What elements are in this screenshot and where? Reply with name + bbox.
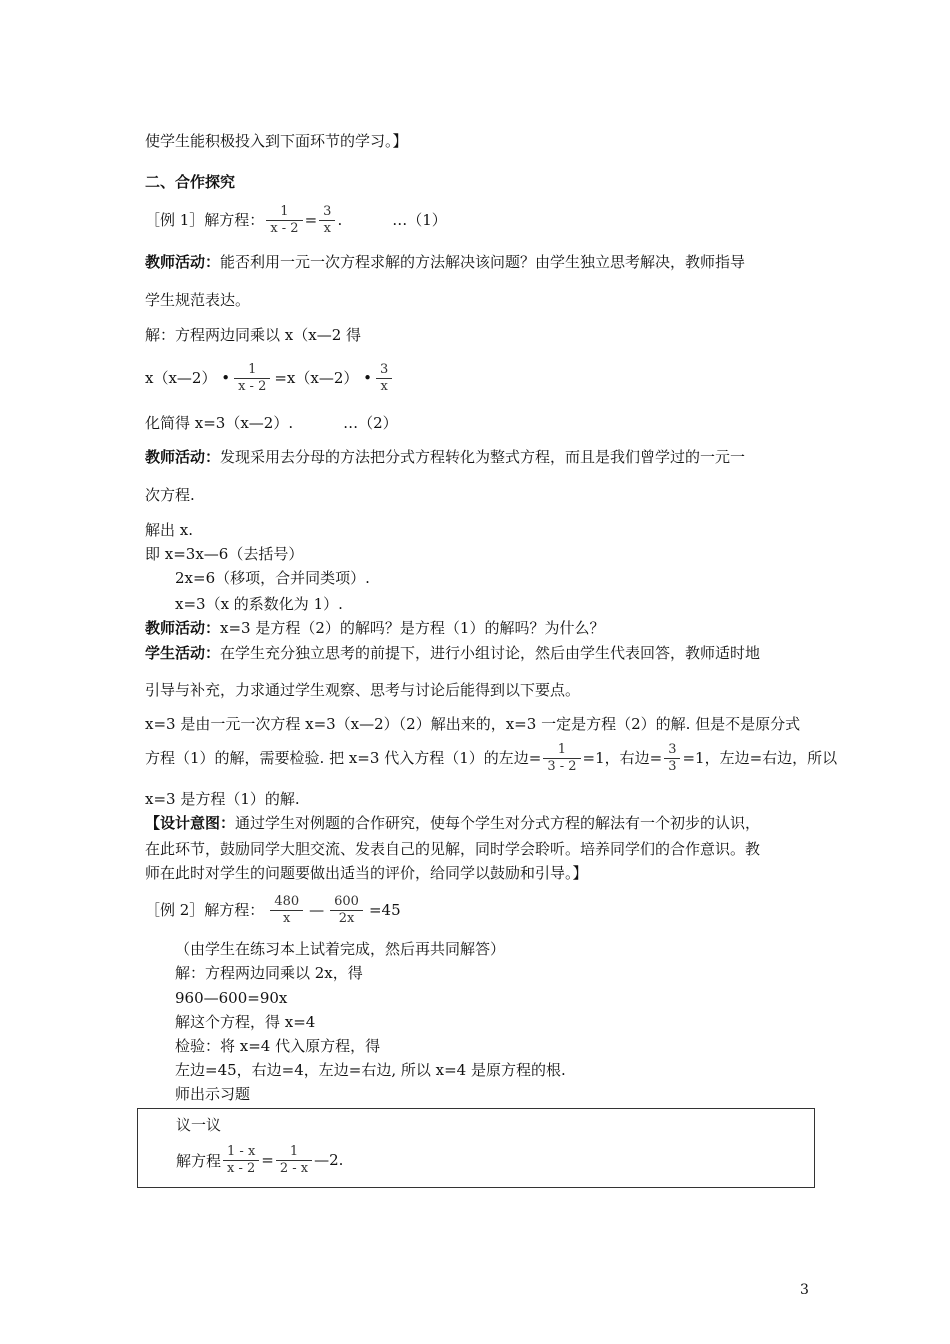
fraction: $\frac{1}{x - 2}$	[266, 204, 302, 237]
example-1: ［例 1］解方程： $\frac{1}{x - 2}$ = $\frac{3}{x}$ . …（1）	[145, 203, 447, 236]
step-line: x=3（x 的系数化为 1）.	[175, 595, 343, 613]
teacher-activity-3: 教师活动：x=3 是方程（2）的解吗？是方程（1）的解吗？为什么？	[145, 619, 605, 637]
example-2-line: 师出示习题	[175, 1085, 251, 1103]
equation-tag: …（1）	[392, 211, 447, 229]
solution-line-1: 解：方程两边同乘以 x（x—2 得	[145, 326, 361, 344]
example-2-line: （由学生在练习本上试着完成，然后再共同解答）	[175, 940, 506, 958]
example-2-line: 检验：将 x=4 代入原方程，得	[175, 1037, 381, 1055]
intro-end-text: 使学生能积极投入到下面环节的学习。】	[145, 132, 408, 150]
section-title: 二、合作探究	[145, 173, 236, 191]
fraction: $\frac{480}{x}$	[270, 894, 303, 927]
fraction: $\frac{1}{x - 2}$	[234, 362, 270, 395]
exercise-title: 议一议	[176, 1116, 222, 1134]
solution-line-2: x（x—2） • $\frac{1}{x - 2}$ =x（x—2） • $\frac{3}{x}$	[145, 357, 396, 399]
teacher-activity-2: 教师活动：发现采用去分母的方法把分式方程转化为整式方程，而且是我们曾学过的一元一	[145, 448, 746, 466]
fraction: $\frac{3}{3}$	[664, 742, 680, 775]
example-1-label: ［例 1］解方程：	[145, 211, 265, 229]
point-line: x=3 是由一元一次方程 x=3（x—2）（2）解出来的，x=3 一定是方程（2）的解. 但是不是原分式	[145, 715, 801, 733]
exercise-equation: 解方程 $\frac{1 - x}{x - 2}$ = $\frac{1}{2 - x}$ —2.	[176, 1143, 344, 1176]
teacher-activity-1: 教师活动：能否利用一元一次方程求解的方法解决该问题？由学生独立思考解决，教师指导	[145, 253, 746, 271]
fraction: $\frac{3}{x}$	[376, 362, 392, 395]
example-2: ［例 2］解方程： $\frac{480}{x}$ — $\frac{600}{2x}$ =45	[145, 893, 401, 926]
page-number: 3	[800, 1282, 809, 1298]
fraction: $\frac{1}{2 - x}$	[276, 1144, 312, 1177]
exercise-box	[137, 1108, 815, 1188]
step-line: 2x=6（移项，合并同类项）.	[175, 569, 370, 587]
point-line: 方程（1）的解，需要检验. 把 x=3 代入方程（1）的左边= $\frac{1}{3 - 2}$ =1，右边= $\frac{3}{3}$ =1，左边=右边，所以	[145, 741, 838, 774]
fraction: $\frac{1}{3 - 2}$	[543, 742, 580, 775]
simplify-line: 化简得 x=3（x—2）. …（2）	[145, 414, 398, 432]
design-intent: 【设计意图：通过学生对例题的合作研究，使每个学生对分式方程的解法有一个初步的认识，	[145, 814, 761, 832]
fraction: $\frac{1 - x}{x - 2}$	[223, 1144, 259, 1177]
step-line: 即 x=3x—6（去括号）	[145, 545, 304, 563]
student-activity: 学生活动：在学生充分独立思考的前提下，进行小组讨论，然后由学生代表回答，教师适时地	[145, 644, 761, 662]
example-2-line: 960—600=90x	[175, 989, 288, 1007]
fraction: $\frac{600}{2x}$	[330, 894, 363, 927]
example-2-line: 左边=45，右边=4，左边=右边, 所以 x=4 是原方程的根.	[175, 1061, 566, 1079]
fraction: $\frac{3}{x}$	[319, 204, 335, 237]
example-2-line: 解：方程两边同乘以 2x，得	[175, 964, 363, 982]
example-2-line: 解这个方程，得 x=4	[175, 1013, 316, 1031]
